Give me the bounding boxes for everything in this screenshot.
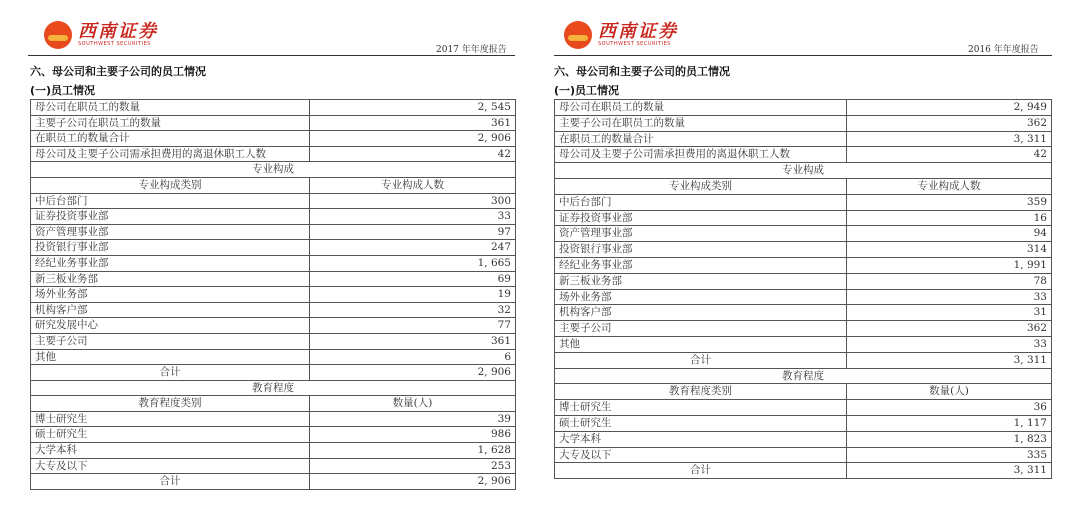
row-value: 2, 545 <box>310 100 516 116</box>
specialty-row <box>555 210 1052 226</box>
specialty-row <box>555 257 1052 273</box>
total-value: 3, 311 <box>847 463 1052 479</box>
education-row <box>31 458 516 474</box>
row-label: 机构客户部 <box>31 302 310 318</box>
specialty-row <box>31 240 516 256</box>
row-value: 6 <box>310 349 516 365</box>
row-label: 在职员工的数量合计 <box>555 131 847 147</box>
row-label: 主要子公司在职员工的数量 <box>31 115 310 131</box>
education-section-header <box>31 380 516 396</box>
education-row <box>31 427 516 443</box>
total-label: 合计 <box>31 474 310 490</box>
row-value: 1, 991 <box>847 257 1052 273</box>
brand-name-en: SOUTHWEST SECURITIES <box>598 41 671 47</box>
row-label: 经纪业务事业部 <box>555 257 847 273</box>
row-value: 16 <box>847 210 1052 226</box>
row-value: 33 <box>847 336 1052 352</box>
specialty-row <box>31 333 516 349</box>
row-value: 362 <box>847 321 1052 337</box>
specialty-row <box>31 255 516 271</box>
education-total-row <box>555 463 1052 479</box>
row-value: 314 <box>847 242 1052 258</box>
row-label: 其他 <box>555 336 847 352</box>
header-divider <box>28 55 515 56</box>
specialty-row <box>31 224 516 240</box>
total-value: 2, 906 <box>310 365 516 381</box>
education-row <box>31 443 516 459</box>
total-value: 3, 311 <box>847 352 1052 368</box>
row-value: 19 <box>310 287 516 303</box>
row-label: 机构客户部 <box>555 305 847 321</box>
education-row <box>555 447 1052 463</box>
sub-title: (一)员工情况 <box>554 84 620 97</box>
section-title: 六、母公司和主要子公司的员工情况 <box>554 65 730 78</box>
specialty-row <box>31 349 516 365</box>
sub-title: (一)员工情况 <box>30 84 96 97</box>
row-value: 97 <box>310 224 516 240</box>
report-year-label: 2017 年年度报告 <box>436 45 507 55</box>
report-year-label: 2016 年年度报告 <box>968 45 1039 55</box>
row-label: 中后台部门 <box>31 193 310 209</box>
specialty-column-headers <box>555 178 1052 194</box>
section-header: 专业构成 <box>555 163 1052 179</box>
specialty-row <box>31 318 516 334</box>
row-label: 投资银行事业部 <box>555 242 847 258</box>
row-label: 主要子公司 <box>555 321 847 337</box>
row-label: 场外业务部 <box>31 287 310 303</box>
row-value: 42 <box>310 146 516 162</box>
report-page-2017 <box>0 0 515 531</box>
row-value: 361 <box>310 333 516 349</box>
row-value: 2, 949 <box>847 100 1052 116</box>
row-label: 主要子公司在职员工的数量 <box>555 115 847 131</box>
section-title: 六、母公司和主要子公司的员工情况 <box>30 65 206 78</box>
row-value: 1, 628 <box>310 443 516 459</box>
row-value: 33 <box>847 289 1052 305</box>
row-value: 77 <box>310 318 516 334</box>
row-label: 大专及以下 <box>31 458 310 474</box>
education-row <box>555 415 1052 431</box>
row-value: 361 <box>310 115 516 131</box>
specialty-row <box>555 226 1052 242</box>
row-value: 359 <box>847 194 1052 210</box>
row-label: 其他 <box>31 349 310 365</box>
header-divider <box>554 55 1052 56</box>
employee-table <box>30 99 516 490</box>
specialty-section-header <box>31 162 516 178</box>
specialty-row <box>555 305 1052 321</box>
column-header: 教育程度类别 <box>31 396 310 412</box>
row-label: 硕士研究生 <box>555 415 847 431</box>
row-label: 大学本科 <box>31 443 310 459</box>
row-value: 36 <box>847 400 1052 416</box>
education-section-header <box>555 368 1052 384</box>
specialty-row <box>555 289 1052 305</box>
summary-row <box>555 147 1052 163</box>
row-label: 投资银行事业部 <box>31 240 310 256</box>
section-header: 专业构成 <box>31 162 516 178</box>
company-logo <box>564 22 678 48</box>
row-label: 博士研究生 <box>555 400 847 416</box>
row-label: 主要子公司 <box>31 333 310 349</box>
row-label: 经纪业务事业部 <box>31 255 310 271</box>
specialty-row <box>555 273 1052 289</box>
column-header: 数量(人) <box>310 396 516 412</box>
row-label: 证券投资事业部 <box>31 209 310 225</box>
row-value: 69 <box>310 271 516 287</box>
education-row <box>31 411 516 427</box>
row-value: 253 <box>310 458 516 474</box>
section-header: 教育程度 <box>555 368 1052 384</box>
row-label: 证券投资事业部 <box>555 210 847 226</box>
specialty-total-row <box>555 352 1052 368</box>
row-label: 资产管理事业部 <box>555 226 847 242</box>
report-page-2016 <box>540 0 1055 531</box>
row-label: 大专及以下 <box>555 447 847 463</box>
row-value: 335 <box>847 447 1052 463</box>
specialty-row <box>31 193 516 209</box>
row-value: 31 <box>847 305 1052 321</box>
brand-name-cn: 西南证券 <box>78 21 158 42</box>
row-value: 1, 823 <box>847 431 1052 447</box>
row-label: 新三板业务部 <box>555 273 847 289</box>
row-label: 母公司在职员工的数量 <box>31 100 310 116</box>
summary-row <box>555 100 1052 116</box>
employee-table <box>554 99 1052 479</box>
education-row <box>555 400 1052 416</box>
summary-row <box>31 100 516 116</box>
row-label: 在职员工的数量合计 <box>31 131 310 147</box>
row-value: 78 <box>847 273 1052 289</box>
row-label: 母公司及主要子公司需承担费用的离退休职工人数 <box>555 147 847 163</box>
row-value: 362 <box>847 115 1052 131</box>
summary-row <box>555 115 1052 131</box>
row-value: 247 <box>310 240 516 256</box>
education-column-headers <box>555 384 1052 400</box>
specialty-row <box>31 287 516 303</box>
row-label: 新三板业务部 <box>31 271 310 287</box>
total-label: 合计 <box>31 365 310 381</box>
summary-row <box>31 131 516 147</box>
row-value: 1, 117 <box>847 415 1052 431</box>
row-value: 986 <box>310 427 516 443</box>
column-header: 教育程度类别 <box>555 384 847 400</box>
specialty-total-row <box>31 365 516 381</box>
summary-row <box>31 146 516 162</box>
education-row <box>555 431 1052 447</box>
column-header: 专业构成类别 <box>555 178 847 194</box>
total-label: 合计 <box>555 352 847 368</box>
specialty-column-headers <box>31 177 516 193</box>
education-total-row <box>31 474 516 490</box>
specialty-row <box>555 321 1052 337</box>
row-value: 300 <box>310 193 516 209</box>
sun-logo-icon <box>564 21 592 49</box>
row-label: 中后台部门 <box>555 194 847 210</box>
row-label: 场外业务部 <box>555 289 847 305</box>
specialty-row <box>31 302 516 318</box>
specialty-row <box>555 336 1052 352</box>
summary-row <box>555 131 1052 147</box>
row-label: 资产管理事业部 <box>31 224 310 240</box>
total-label: 合计 <box>555 463 847 479</box>
row-value: 1, 665 <box>310 255 516 271</box>
row-value: 42 <box>847 147 1052 163</box>
row-label: 研究发展中心 <box>31 318 310 334</box>
row-value: 32 <box>310 302 516 318</box>
column-header: 专业构成人数 <box>847 178 1052 194</box>
column-header: 专业构成类别 <box>31 177 310 193</box>
summary-row <box>31 115 516 131</box>
row-value: 3, 311 <box>847 131 1052 147</box>
specialty-row <box>555 242 1052 258</box>
row-value: 33 <box>310 209 516 225</box>
specialty-row <box>555 194 1052 210</box>
brand-name-en: SOUTHWEST SECURITIES <box>78 41 151 47</box>
specialty-section-header <box>555 163 1052 179</box>
column-header: 数量(人) <box>847 384 1052 400</box>
row-value: 39 <box>310 411 516 427</box>
row-label: 博士研究生 <box>31 411 310 427</box>
section-header: 教育程度 <box>31 380 516 396</box>
row-value: 2, 906 <box>310 131 516 147</box>
company-logo <box>44 22 158 48</box>
row-label: 母公司及主要子公司需承担费用的离退休职工人数 <box>31 146 310 162</box>
row-value: 94 <box>847 226 1052 242</box>
specialty-row <box>31 271 516 287</box>
row-label: 母公司在职员工的数量 <box>555 100 847 116</box>
specialty-row <box>31 209 516 225</box>
brand-name-cn: 西南证券 <box>598 21 678 42</box>
sun-logo-icon <box>44 21 72 49</box>
row-label: 硕士研究生 <box>31 427 310 443</box>
row-label: 大学本科 <box>555 431 847 447</box>
column-header: 专业构成人数 <box>310 177 516 193</box>
total-value: 2, 906 <box>310 474 516 490</box>
education-column-headers <box>31 396 516 412</box>
